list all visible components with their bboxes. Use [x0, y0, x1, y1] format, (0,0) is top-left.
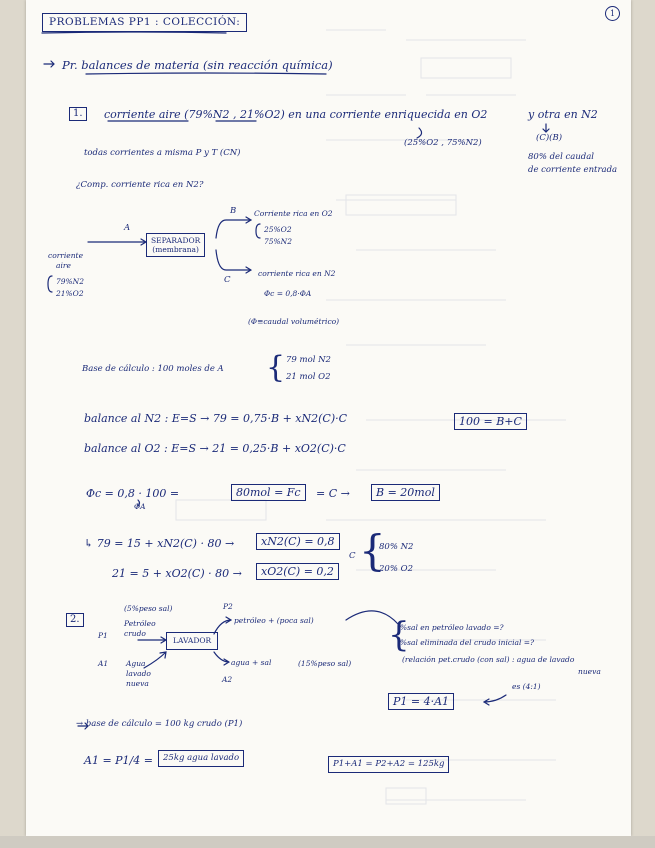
- separator-unit: [146, 233, 205, 257]
- A1-arrow: [144, 652, 166, 668]
- stream-B-n2: 75%N2: [264, 237, 293, 246]
- substitution-o2: 21 = 5 + xO2(C) · 80 →: [112, 567, 242, 580]
- P1-ratio-box: P1 = 4·A1: [388, 693, 454, 710]
- P1-salt-note: (5%peso sal): [124, 604, 173, 613]
- page-bottom-edge: [0, 836, 655, 848]
- B-arrow: [216, 217, 251, 238]
- B-brace: [256, 224, 260, 238]
- base-brace: {: [266, 350, 286, 385]
- separator-label: SEPARADOR: [151, 236, 201, 245]
- p1-base-o2: 21 mol O2: [286, 372, 331, 382]
- heading-underline: [86, 73, 326, 74]
- page-title: PROBLEMAS PP1 : COLECCIÓN:: [42, 13, 247, 32]
- p1-base-label: Base de cálculo : 100 moles de A: [82, 364, 224, 374]
- total-balance-box: 100 = B+C: [454, 413, 527, 430]
- p2-ratio: es (4:1): [512, 682, 541, 691]
- p2-relation-1: (relación pet.crudo (con sal) : agua de lavado: [402, 655, 575, 664]
- p1-base-n2: 79 mol N2: [286, 355, 331, 365]
- p2-question-1: %sal en petróleo lavado =?: [400, 623, 504, 632]
- phi-A-label: ΦA: [134, 502, 146, 511]
- x-n2-result-box: xN2(C) = 0,8: [256, 533, 340, 550]
- result-brace: {: [359, 526, 386, 575]
- P2-output: petróleo + (poca sal): [234, 616, 314, 625]
- P2-label: P2: [223, 602, 233, 611]
- washer-unit: LAVADOR: [166, 632, 218, 650]
- A2-output: agua + sal: [231, 658, 272, 667]
- p1-n2-caudal-note-2: de corriente entrada: [528, 165, 618, 175]
- feed-brace: [48, 276, 52, 292]
- curly-arrow-n2: [543, 124, 549, 132]
- feed-composition-n2: 79%N2: [56, 277, 85, 286]
- balance-o2: balance al O2 : E=S → 21 = 0,25·B + xO2(C)·C: [84, 442, 346, 455]
- p1-o2-stream-composition: (25%O2 , 75%N2): [404, 138, 482, 148]
- page-number: 1: [605, 6, 620, 21]
- C-composition-label: C: [349, 551, 356, 561]
- feed-label-2: aire: [56, 261, 71, 270]
- separator-sublabel: (membrana): [152, 245, 199, 254]
- C-arrow: [216, 250, 251, 273]
- p1-question: ¿Comp. corriente rica en N2?: [76, 180, 204, 190]
- stream-B-o2: 25%O2: [264, 225, 292, 234]
- feed-label-1: corriente: [48, 251, 84, 260]
- heading-arrow: [44, 61, 54, 67]
- stream-C-relation: Φc = 0,8·ΦA: [264, 289, 312, 298]
- p2-base: → base de cálculo = 100 kg crudo (P1): [76, 719, 243, 729]
- A2-arrow: [214, 652, 229, 665]
- A1-result-box: 25kg agua lavado: [158, 750, 244, 767]
- stream-C-description: corriente rica en N2: [258, 269, 336, 278]
- balance-n2: balance al N2 : E=S → 79 = 0,75·B + xN2(C)·C: [84, 412, 348, 425]
- A1-input-1: Agua: [126, 659, 146, 668]
- x-o2-result-box: xO2(C) = 0,2: [256, 563, 339, 580]
- section-heading: Pr. balances de materia (sin reacción química): [62, 58, 333, 72]
- header-underline: [42, 32, 226, 33]
- substitution-n2: ↳ 79 = 15 + xN2(C) · 80 →: [84, 537, 235, 550]
- C-result-n2: 80% N2: [379, 542, 414, 552]
- A1-equation: A1 = P1/4 =: [84, 754, 153, 767]
- A1-input-2: lavado: [126, 669, 151, 678]
- p1-statement: corriente aire (79%N2 , 21%O2) en una corriente enriquecida en O2: [104, 108, 488, 121]
- p1-n2-caudal-note: 80% del caudal: [528, 152, 595, 162]
- p2-question-2: %sal eliminada del crudo inicial =?: [400, 638, 535, 647]
- A1-input-3: nueva: [126, 679, 149, 688]
- P1-input-2: crudo: [124, 629, 146, 638]
- p2-relation-2: nueva: [578, 667, 601, 676]
- p1-conditions: todas corrientes a misma P y T (CN): [84, 148, 241, 158]
- stream-B-description: Corriente rica en O2: [254, 209, 333, 218]
- phi-equals-C: = C →: [316, 487, 350, 500]
- stream-C-label: C: [224, 275, 231, 285]
- C-result-o2: 20% O2: [379, 564, 413, 574]
- stream-B-label: B: [230, 206, 237, 216]
- p1-n2-stream-note: (C)(B): [536, 133, 563, 143]
- stream-A-label: A: [124, 223, 131, 233]
- feed-composition-o2: 21%O2: [56, 289, 84, 298]
- ratio-arrow: [484, 695, 506, 705]
- phi-C-box: 80mol = Fc: [231, 484, 306, 501]
- P1-input-1: Petróleo: [124, 619, 156, 628]
- mass-balance-box: P1+A1 = P2+A2 = 125kg: [328, 756, 449, 773]
- A1-label: A1: [98, 659, 109, 668]
- notebook-page: [26, 0, 631, 836]
- feed-arrow: [88, 239, 146, 245]
- curly-arrow-o2: [417, 128, 422, 138]
- A2-salt-note: (15%peso sal): [298, 659, 352, 668]
- B-result-box: B = 20mol: [371, 484, 440, 501]
- phi-equation: Φc = 0,8 · 100 =: [86, 487, 180, 500]
- question-brace: {: [388, 615, 410, 655]
- A2-label: A2: [222, 675, 233, 684]
- P1-label: P1: [98, 631, 108, 640]
- p1-other-stream: y otra en N2: [528, 108, 598, 121]
- problem-2-number: 2.: [66, 613, 84, 627]
- stream-C-note: (Φ≡caudal volumétrico): [248, 317, 340, 326]
- problem-1-number: 1.: [69, 107, 87, 121]
